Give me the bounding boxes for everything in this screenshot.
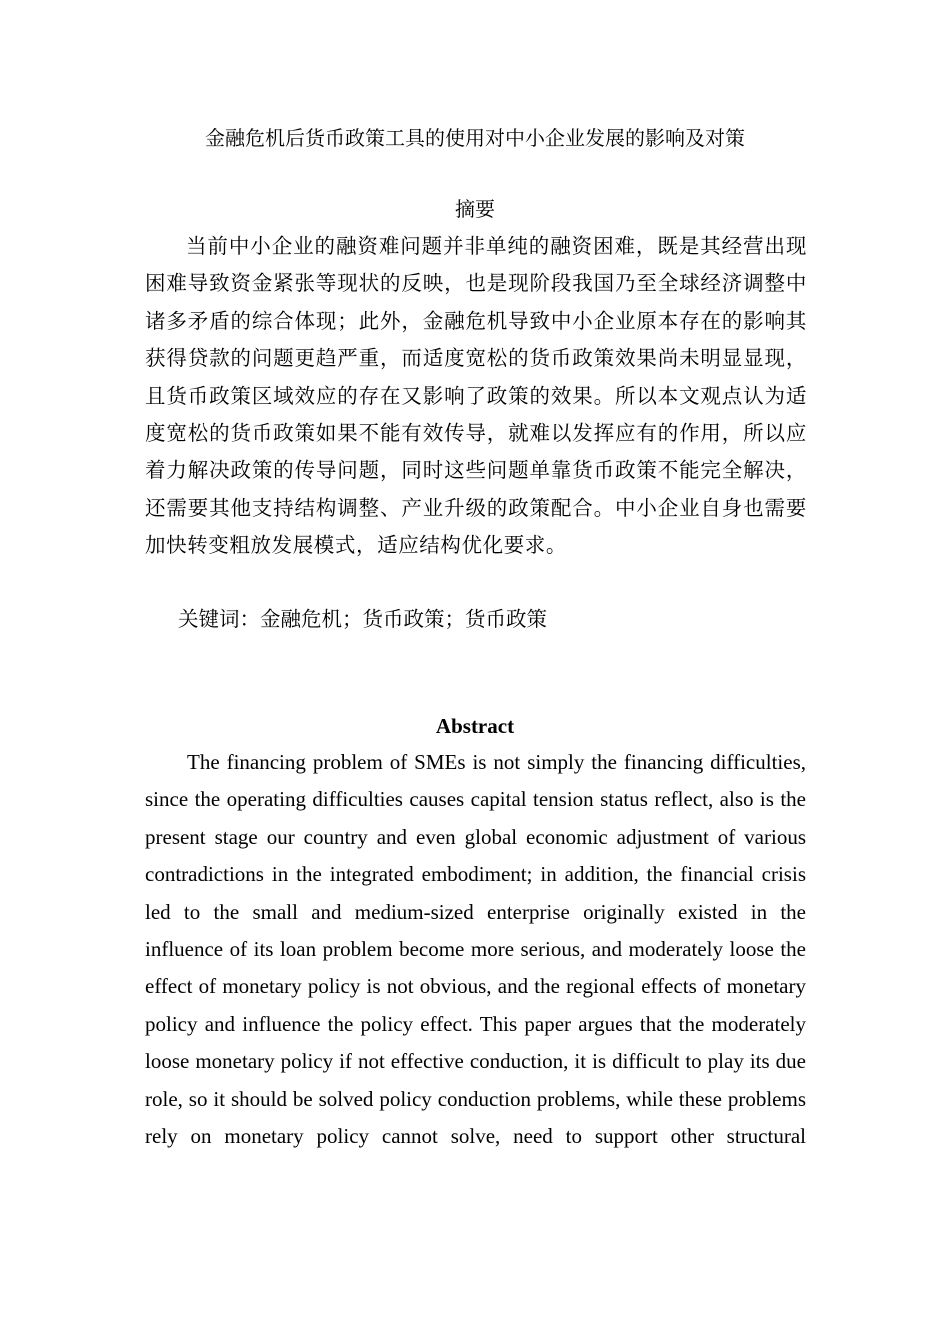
document-title: 金融危机后货币政策工具的使用对中小企业发展的影响及对策	[205, 126, 745, 150]
chinese-abstract-body: 当前中小企业的融资难问题并非单纯的融资困难，既是其经营出现困难导致资金紧张等现状的反映，也是现阶段我国乃至全球经济调整中诸多矛盾的综合体现；此外，金融危机导致中小企业原本存在的影响其获得贷款的问题更趋严重，而适度宽松的货币政策效果尚未明显显现，且货币政策区域效应的存在又影响了政策的效果。所以本文观点认为适度宽松的货币政策如果不能有效传导，就难以发挥应有的作用，所以应着力解决政策的传导问题，同时这些问题单靠货币政策不能完全解决，还需要其他支持结构调整、产业升级的政策配合。中小企业自身也需要加快转变粗放发展模式，适应结构优化要求。	[145, 234, 807, 558]
english-abstract-body: The financing problem of SMEs is not simply the financing difficulties, since the operating difficulties causes capital tension status reflect, also is the present stage our country and even global economic adjustment of various contradictions in the integrated embodiment; in addition, the financial crisis led to the small and medium-sized enterprise originally existed in the influence of its loan problem become more serious, and moderately loose the effect of monetary policy is not obvious, and the regional effects of monetary policy and influence the policy effect. This paper argues that the moderately loose monetary policy if not effective conduction, it is difficult to play its due role, so it should be solved policy conduction problems, while these problems rely on monetary policy cannot solve, need to support other structural	[145, 750, 806, 1149]
english-abstract-heading: Abstract	[435, 714, 515, 738]
chinese-abstract-heading: 摘要	[455, 197, 495, 221]
keywords-label: 关键词：	[178, 607, 260, 631]
keywords-values: 金融危机；货币政策；货币政策	[260, 607, 547, 631]
chinese-keywords	[145, 601, 807, 638]
